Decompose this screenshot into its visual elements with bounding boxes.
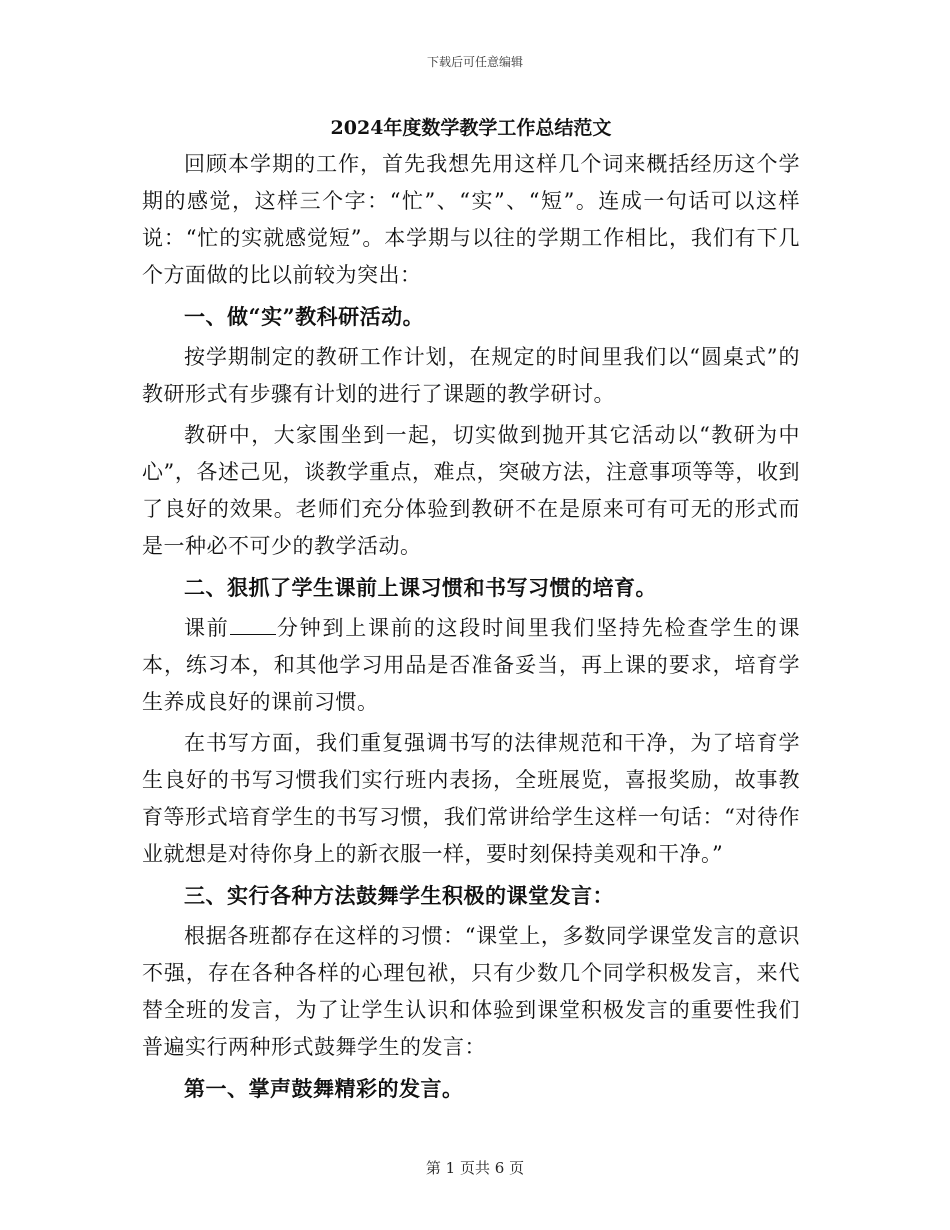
paragraph-class-speaking: 根据各班都存在这样的习惯：“课堂上，多数同学课堂发言的意识不强，存在各种各样的心理包袱，只有少数几个同学积极发言，来代替全班的发言，为了让学生认识和体验到课堂积极发言的重要性我们普遍实行两种形式鼓舞学生的发言： (142, 924, 800, 1059)
paragraph-pre-class-habits (142, 610, 800, 721)
section-heading-2: 二、狠抓了学生课前上课习惯和书写习惯的培育。 (184, 575, 657, 600)
section-heading-3: 三、实行各种方法鼓舞学生积极的课堂发言： (184, 883, 614, 908)
page-header: 下载后可任意编辑 (426, 55, 523, 69)
paragraph-research-discussion: 教研中，大家围坐到一起，切实做到抛开其它活动以“教研为中心”，各述己见，谈教学重点，难点，突破方法，注意事项等等，收到了良好的效果。老师们充分体验到教研不在是原来可有可无的形式而是一种必不可少的教学活动。 (142, 423, 800, 558)
paragraph-research-plan: 按学期制定的教研工作计划，在规定的时间里我们以“圆桌式”的教研形式有步骤有计划的进行了课题的教学研讨。 (142, 345, 800, 406)
paragraph-pre-class-start: 课前 (184, 616, 230, 640)
paragraph-writing-habits: 在书写方面，我们重复强调书写的法律规范和干净，为了培育学生良好的书写习惯我们实行班内表扬，全班展览，喜报奖励，故事教育等形式培育学生的书写习惯，我们常讲给学生这样一句话：“对待作业就想是对待你身上的新衣服一样，要时刻保持美观和干净。” (142, 731, 800, 866)
document-title: 2024年度数学教学工作总结范文 (330, 117, 612, 139)
section-heading-4: 第一、掌声鼓舞精彩的发言。 (184, 1076, 464, 1101)
fill-in-blank (230, 616, 276, 635)
section-heading-1: 一、做“实”教科研活动。 (184, 304, 425, 329)
page-footer: 第 1 页共 6 页 (425, 1159, 525, 1177)
paragraph-intro: 回顾本学期的工作，首先我想先用这样几个词来概括经历这个学期的感觉，这样三个字：“忙”、“实”、“短”。连成一句话可以这样说：“忙的实就感觉短”。本学期与以往的学期工作相比，我们有下几个方面做的比以前较为突出： (142, 152, 800, 287)
document-body (142, 112, 800, 1111)
paragraph-pre-class-rest: 分钟到上课前的这段时间里我们坚持先检查学生的课本，练习本，和其他学习用品是否准备妥当，再上课的要求，培育学生养成良好的课前习惯。 (142, 616, 801, 714)
